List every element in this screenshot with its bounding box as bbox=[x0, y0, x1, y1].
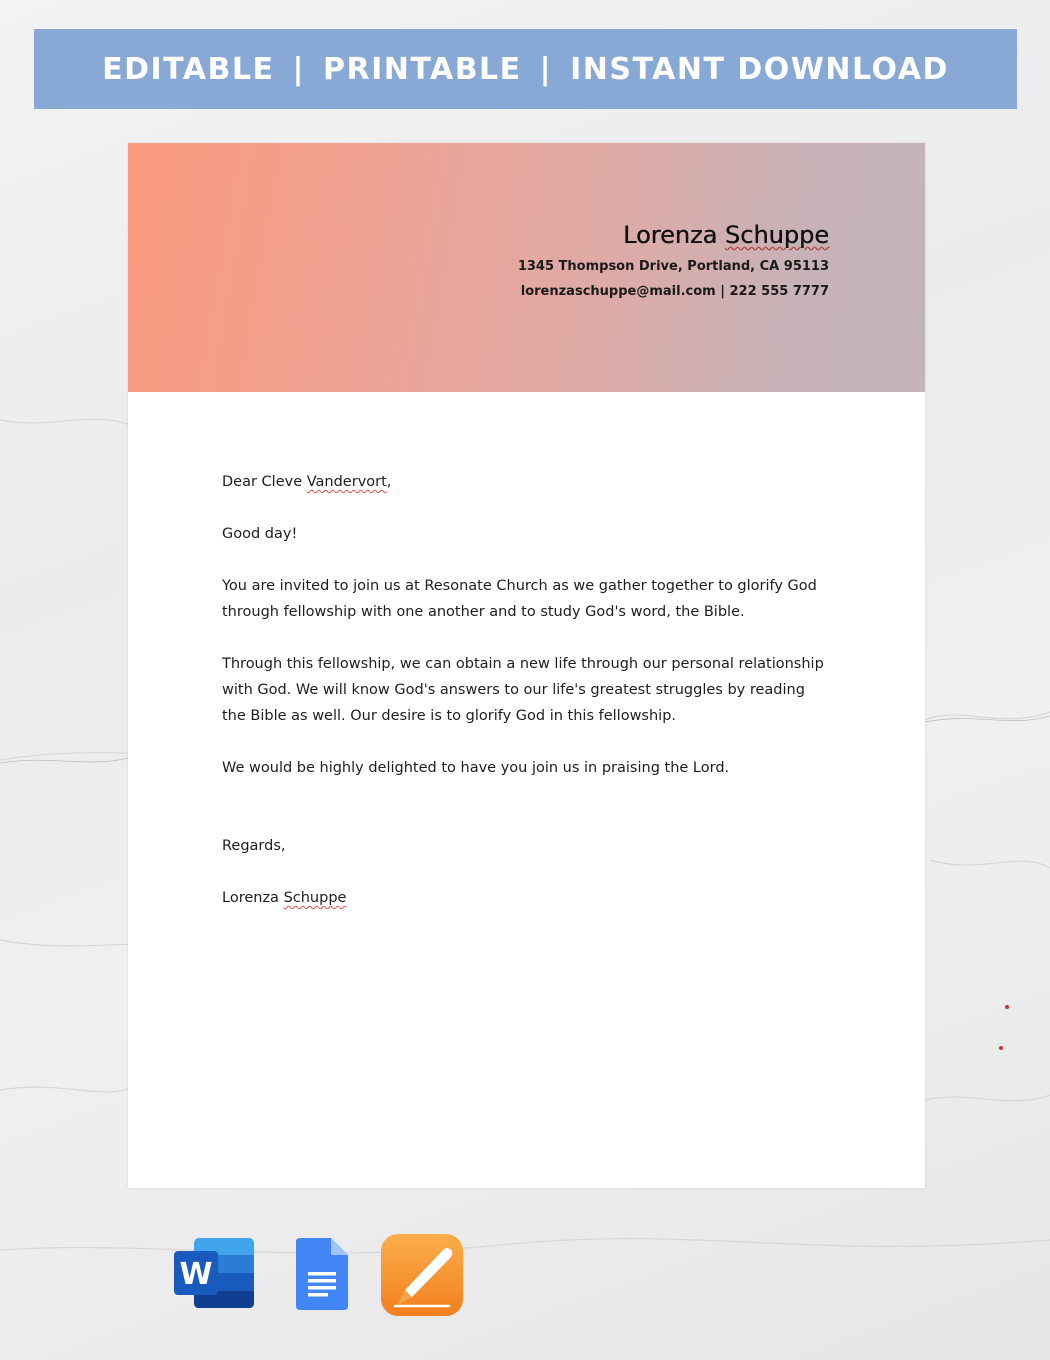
salutation-prefix: Dear Cleve bbox=[222, 474, 303, 490]
closing: Regards, bbox=[222, 838, 286, 854]
salutation bbox=[222, 469, 832, 495]
sender-address: 1345 Thompson Drive, Portland, CA 95113 bbox=[517, 259, 829, 274]
sender-first-name: Lorenza bbox=[623, 221, 718, 249]
banner-item-printable: PRINTABLE bbox=[322, 51, 522, 87]
microsoft-word-icon[interactable] bbox=[174, 1238, 254, 1308]
letter-document bbox=[128, 143, 925, 1188]
word-icon-letter: W bbox=[179, 1257, 213, 1292]
sender-contact: lorenzaschuppe@mail.com | 222 555 7777 bbox=[520, 284, 829, 299]
sender-name bbox=[518, 221, 829, 249]
banner-item-instant-download: INSTANT DOWNLOAD bbox=[570, 51, 949, 87]
letter-paragraph: You are invited to join us at Resonate Church as we gather together to glorify God through fellowship with one another and to study God's word, the Bible. bbox=[222, 578, 817, 620]
sender-block bbox=[518, 221, 829, 299]
letterhead bbox=[128, 143, 925, 392]
signature-first-name: Lorenza bbox=[222, 890, 279, 906]
letter-body bbox=[222, 469, 832, 937]
greeting: Good day! bbox=[222, 526, 298, 542]
signature bbox=[222, 885, 832, 911]
letter-paragraph: Through this fellowship, we can obtain a new life through our personal relationship with God. We will know God's answers to our life's greatest struggles by reading the Bible as well. Our desire is to glorify God in this fellowship. bbox=[222, 656, 824, 724]
salutation-suffix: , bbox=[386, 474, 392, 490]
banner-item-editable: EDITABLE bbox=[102, 51, 275, 87]
signature-last-name: Schuppe bbox=[283, 890, 347, 906]
apple-pages-icon[interactable] bbox=[381, 1234, 463, 1316]
google-docs-icon[interactable] bbox=[296, 1238, 348, 1310]
sender-last-name: Schuppe bbox=[724, 221, 829, 249]
banner-separator: | bbox=[292, 51, 305, 87]
letter-paragraph: We would be highly delighted to have you join us in praising the Lord. bbox=[222, 760, 730, 776]
recipient-last-name: Vandervort bbox=[306, 474, 387, 490]
feature-banner bbox=[34, 29, 1017, 109]
banner-separator: | bbox=[539, 51, 553, 87]
